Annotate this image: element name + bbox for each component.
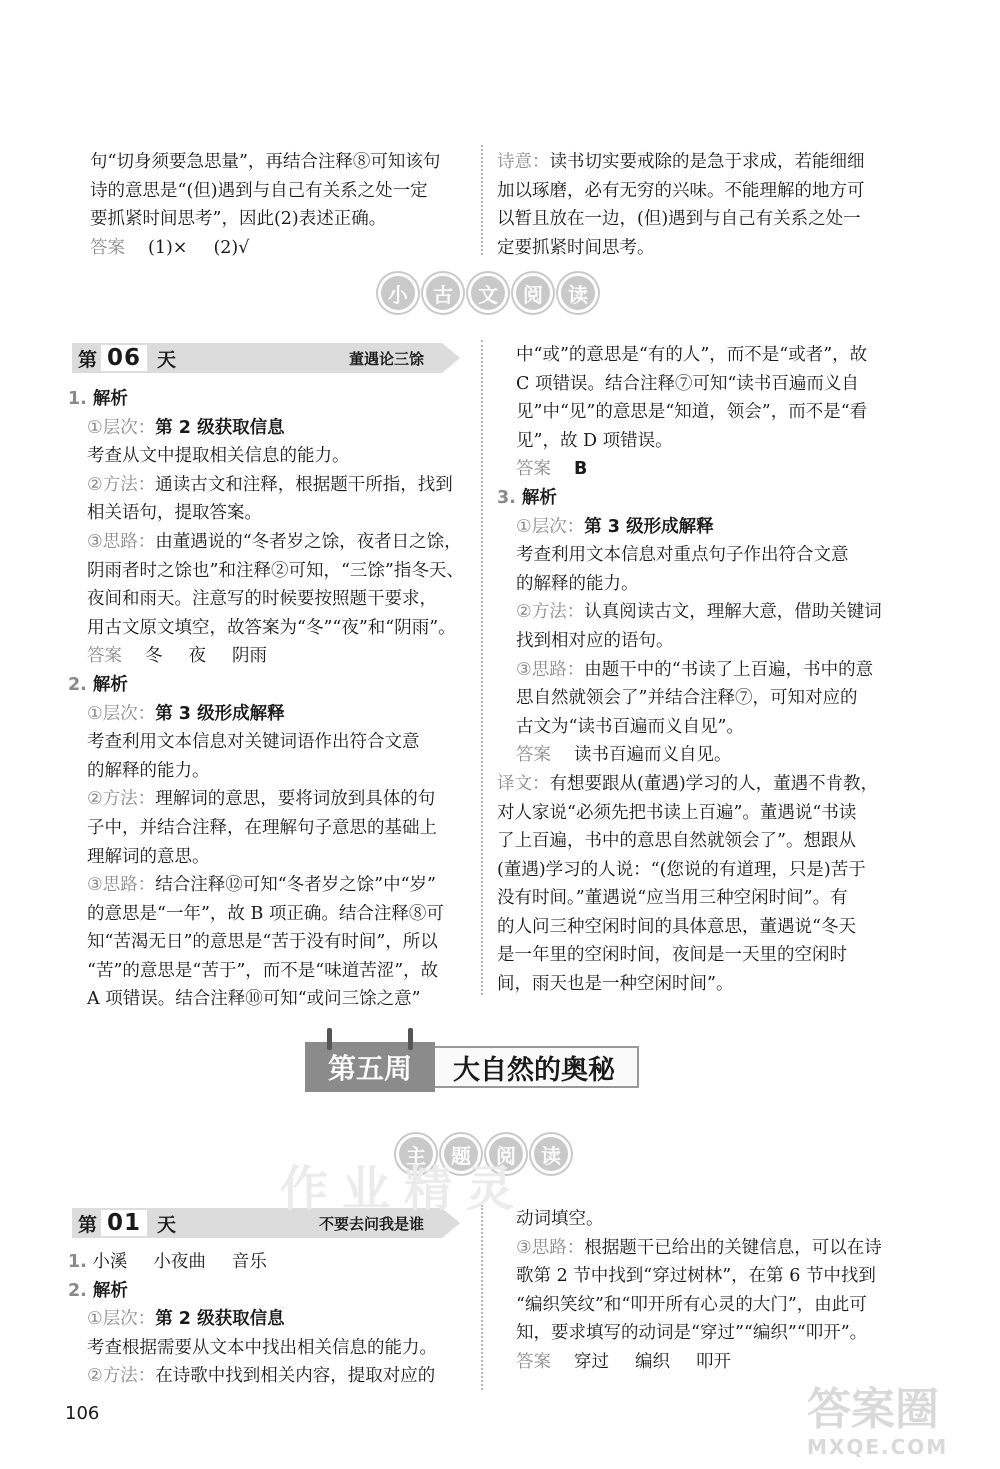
text-line: 的解释的能力。 [516, 573, 639, 594]
text-line: 考查从文中提取相关信息的能力。 [87, 446, 350, 467]
text-line: 夜间和雨天。注意写的时候要按照题干要求， [87, 589, 437, 610]
site-logo [807, 1385, 982, 1465]
text-line: 的意思是“一年”，故 B 项正确。结合注释⑧可 [87, 903, 444, 924]
text-line: 考查利用文本信息对关键词语作出符合文意 [87, 732, 420, 753]
level-line: ①层次：第 2 级获取信息 [87, 417, 285, 438]
header-circle: 读 [558, 273, 598, 313]
method-line: ②方法：通读古文和注释，根据题干所指，找到 [87, 474, 453, 495]
binder-ring-icon [408, 1028, 413, 1050]
day-number: 06 [101, 345, 147, 371]
page-number: 106 [65, 1403, 100, 1424]
day-prefix: 第 [78, 1213, 98, 1236]
text-line: “苦”的意思是“苦于”，而不是“味道苦涩”，故 [87, 960, 439, 981]
day-banner-06 [72, 343, 442, 373]
text-line: (董遇)学习的人说：“(您说的有道理，只是)苦于 [497, 859, 866, 880]
question-heading: 3. 解析 [497, 487, 557, 508]
answer-line: 答案 冬 夜 阴雨 [87, 646, 267, 667]
header-circle: 阅 [486, 1134, 526, 1174]
top-left-column [90, 148, 470, 262]
text-line: 的人问三种空闲时间的具体意思，董遇说“冬天 [497, 916, 856, 937]
text-line: 知“苦渴无日”的意思是“苦于没有时间”，所以 [87, 932, 438, 953]
answer-line: 答案 穿过 编织 叩开 [516, 1351, 731, 1372]
text-line: 要抓紧时间思考”，因此(2)表述正确。 [90, 209, 387, 230]
watermark: 作业精灵 [280, 1161, 529, 1217]
translation-line: 译文：有想要跟从(董遇)学习的人，董遇不肯教， [497, 773, 879, 794]
day-suffix: 天 [157, 348, 177, 371]
day-suffix: 天 [157, 1213, 177, 1236]
text-line: 句“切身须要急思量”，再结合注释⑧可知该句 [90, 152, 441, 172]
text-line: 以暂且放在一边，(但)遇到与自己有关系之处一 [497, 209, 861, 230]
question-1-answers: 1. 小溪 小夜曲 音乐 [68, 1252, 267, 1272]
question-heading: 2. 解析 [68, 674, 128, 695]
level-line: ①层次：第 3 级形成解释 [87, 703, 285, 724]
text-line: 定要抓紧时间思考。 [497, 237, 655, 258]
answer-value: (2)√ [213, 237, 250, 258]
logo-domain: MXQE.COM [807, 1435, 949, 1459]
answer-label: 答案 [90, 237, 125, 258]
header-circle: 阅 [513, 273, 553, 313]
idea-line: ③思路：由题干中的“书读了上百遍，书中的意 [516, 659, 874, 680]
text-line: 是一年里的空闲时间，夜间是一天里的空闲时 [497, 945, 847, 966]
logo-text: 答案圈 [807, 1384, 939, 1435]
method-line: ②方法：在诗歌中找到相关内容，提取对应的 [87, 1366, 436, 1387]
header-circle: 题 [441, 1134, 481, 1174]
text-line: 对人家说“必须先把书读上百遍”。董遇说“书读 [497, 802, 857, 823]
text-line: 知，要求填写的动词是“穿过”“编织”“叩开”。 [516, 1323, 868, 1344]
text-line: 用古文原文填空，故答案为“冬”“夜”和“阴雨”。 [87, 617, 456, 638]
column-divider [481, 145, 483, 255]
day-prefix: 第 [78, 348, 98, 371]
text-line: 考查利用文本信息对重点句子作出符合文意 [516, 545, 849, 566]
answer-line: 答案 读书百遍而义自见。 [516, 745, 732, 766]
day-title: 不要去问我是谁 [318, 1214, 424, 1233]
column-divider [481, 340, 483, 995]
label: 诗意： [497, 152, 550, 172]
header-circle: 古 [423, 273, 463, 313]
header-circle: 小 [378, 273, 418, 313]
text-line: 古文为“读书百遍而义自见”。 [516, 716, 744, 737]
answer-value: (1)× [148, 237, 188, 258]
text-line: 阴雨者时之馀也”和注释②可知，“三馀”指冬天、 [87, 560, 464, 581]
week-header [305, 1042, 639, 1092]
text-line: 歌第 2 节中找到“穿过树林”，在第 6 节中找到 [516, 1266, 876, 1287]
method-line: ②方法：认真阅读古文，理解大意，借助关键词 [516, 602, 882, 623]
question-heading: 2. 解析 [68, 1280, 128, 1301]
week-label: 第五周 [327, 1052, 412, 1085]
text-line: 动词填空。 [516, 1209, 604, 1229]
day-number: 01 [101, 1210, 147, 1236]
binder-ring-icon [327, 1028, 332, 1050]
text-line: 间，雨天也是一种空闲时间”。 [497, 974, 734, 995]
day-title: 董遇论三馀 [348, 349, 424, 368]
week-label-box [305, 1042, 435, 1092]
text-line: 考查根据需要从文本中找出相关信息的能力。 [87, 1337, 437, 1358]
day06-left-column [68, 385, 468, 1014]
text-line: 找到相对应的语句。 [516, 630, 674, 651]
text-line: 相关语句，提取答案。 [87, 503, 262, 524]
text-line: C 项错误。结合注释⑦可知“读书百遍而义自 [516, 373, 859, 394]
text-line: 子中，并结合注释，在理解句子意思的基础上 [87, 817, 437, 838]
day01-right-column [497, 1205, 897, 1377]
text-line: 加以琢磨，必有无穷的兴味。不能理解的地方可 [497, 180, 865, 201]
text-line: 理解词的意思。 [87, 846, 210, 867]
text-line: A 项错误。结合注释⑩可知“或问三馀之意” [87, 989, 421, 1010]
week-title: 大自然的奥秘 [435, 1046, 639, 1088]
text-line: 的解释的能力。 [87, 760, 210, 781]
text-line: 没有时间。”董遇说“应当用三种空闲时间”。有 [497, 888, 848, 909]
text-line: 思自然就领会了”并结合注释⑦，可知对应的 [516, 688, 858, 709]
column-divider [481, 1205, 483, 1390]
header-circle: 主 [396, 1134, 436, 1174]
answer-line: 答案 B [516, 459, 588, 480]
text-line: 见”中“见”的意思是“知道，领会”，而不是“看 [516, 402, 868, 423]
method-line: ②方法：理解词的意思，要将词放到具体的句 [87, 789, 436, 810]
day06-right-column [497, 341, 897, 999]
question-heading: 1. 解析 [68, 389, 128, 409]
level-line: ①层次：第 2 级获取信息 [87, 1309, 285, 1330]
idea-line: ③思路：根据题干已给出的关键信息，可以在诗 [516, 1237, 882, 1258]
text-line: 见”，故 D 项错误。 [516, 430, 673, 451]
text-line: “编织笑纹”和“叩开所有心灵的大门”，由此可 [516, 1294, 867, 1315]
idea-line: ③思路：结合注释⑫可知“冬者岁之馀”中“岁” [87, 875, 436, 896]
idea-line: ③思路：由董遇说的“冬者岁之馀，夜者日之馀， [87, 531, 462, 552]
header-circle: 读 [531, 1134, 571, 1174]
day01-left-column [68, 1248, 468, 1391]
top-right-column [497, 148, 897, 262]
header-circle: 文 [468, 273, 508, 313]
text-line: 诗意：读书切实要戒除的是急于求成，若能细细 [497, 152, 865, 172]
section-header-classical-reading [378, 273, 598, 313]
answer-line [90, 234, 470, 263]
text-line: 中“或”的意思是“有的人”，而不是“或者”，故 [516, 345, 868, 365]
text-line: 了上百遍，书中的意思自然就领会了”。想跟从 [497, 831, 856, 852]
level-line: ①层次：第 3 级形成解释 [516, 516, 714, 537]
text-line: 诗的意思是“(但)遇到与自己有关系之处一定 [90, 180, 428, 201]
